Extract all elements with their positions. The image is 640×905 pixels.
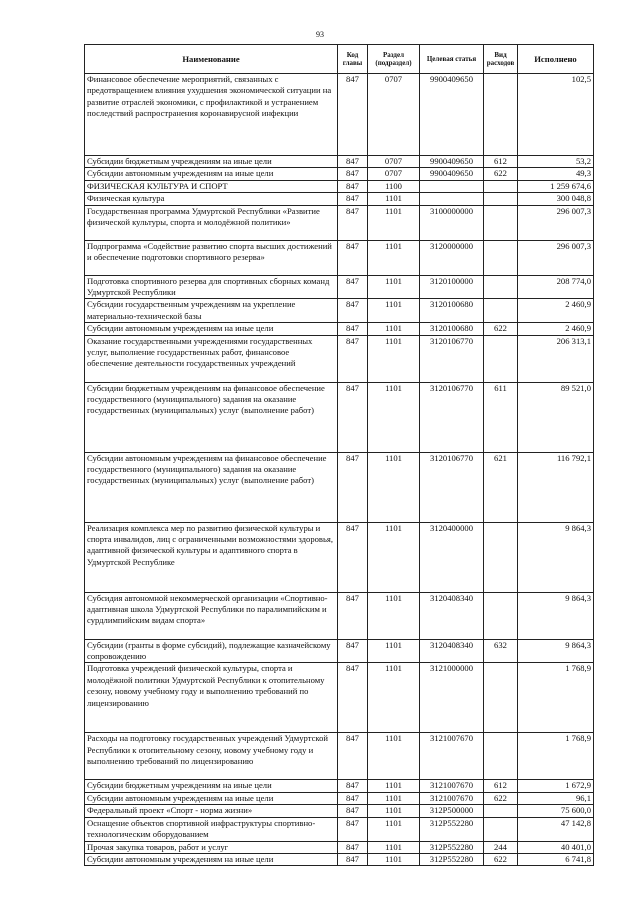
cell-code: 847 bbox=[338, 240, 368, 275]
table-row bbox=[85, 180, 594, 192]
cell-article: 3120100680 bbox=[420, 323, 484, 335]
cell-article: 3120400000 bbox=[420, 522, 484, 592]
cell-expense bbox=[484, 733, 518, 780]
cell-article: 3121000000 bbox=[420, 663, 484, 733]
cell-name: Прочая закупка товаров, работ и услуг bbox=[85, 841, 338, 853]
table-row bbox=[85, 853, 594, 865]
cell-code: 847 bbox=[338, 853, 368, 865]
cell-section: 1101 bbox=[368, 335, 420, 382]
budget-table bbox=[84, 44, 594, 866]
table-row bbox=[85, 193, 594, 205]
header-name: Наименование bbox=[85, 45, 338, 74]
cell-section: 1101 bbox=[368, 299, 420, 323]
cell-name: Подпрограмма «Содействие развитию спорта высших достижений и обеспечение подготовки спортивного резерва» bbox=[85, 240, 338, 275]
cell-expense bbox=[484, 205, 518, 240]
cell-executed: 1 259 674,6 bbox=[518, 180, 594, 192]
table-row bbox=[85, 156, 594, 168]
table-row bbox=[85, 592, 594, 639]
cell-article: 3120100000 bbox=[420, 275, 484, 299]
cell-expense bbox=[484, 193, 518, 205]
cell-name: Субсидии (гранты в форме субсидий), подлежащие казначейскому сопровождению bbox=[85, 639, 338, 663]
cell-code: 847 bbox=[338, 180, 368, 192]
header-row bbox=[85, 45, 594, 74]
cell-expense bbox=[484, 74, 518, 156]
cell-section: 1101 bbox=[368, 841, 420, 853]
cell-expense bbox=[484, 240, 518, 275]
cell-expense bbox=[484, 663, 518, 733]
cell-expense: 621 bbox=[484, 452, 518, 522]
cell-name: Субсидии государственным учреждениям на укрепление материально-технической базы bbox=[85, 299, 338, 323]
cell-code: 847 bbox=[338, 156, 368, 168]
cell-name: Подготовка учреждений физической культуры, спорта и молодёжной политики Удмуртской Республики к отопительному сезону, новому учебному году и выполнению требований по лицензированию bbox=[85, 663, 338, 733]
cell-section: 1101 bbox=[368, 240, 420, 275]
cell-section: 1101 bbox=[368, 275, 420, 299]
cell-executed: 40 401,0 bbox=[518, 841, 594, 853]
cell-executed: 116 792,1 bbox=[518, 452, 594, 522]
cell-article: 9900409650 bbox=[420, 74, 484, 156]
cell-section: 1101 bbox=[368, 817, 420, 841]
cell-name: Финансовое обеспечение мероприятий, связанных с предотвращением влияния ухудшения экономической ситуации на развитие отраслей экономики, с профилактикой и устранением последствий распространения коронавирусной инфекции bbox=[85, 74, 338, 156]
cell-executed: 49,3 bbox=[518, 168, 594, 180]
table-row bbox=[85, 74, 594, 156]
cell-article: 9900409650 bbox=[420, 156, 484, 168]
cell-section: 1101 bbox=[368, 639, 420, 663]
cell-article: 9900409650 bbox=[420, 168, 484, 180]
cell-executed: 300 048,8 bbox=[518, 193, 594, 205]
header-executed: Исполнено bbox=[518, 45, 594, 74]
cell-name: Субсидии автономным учреждениям на иные цели bbox=[85, 323, 338, 335]
cell-article: 3121007670 bbox=[420, 780, 484, 792]
cell-executed: 208 774,0 bbox=[518, 275, 594, 299]
cell-expense bbox=[484, 180, 518, 192]
header-code: Код главы bbox=[338, 45, 368, 74]
cell-section: 1101 bbox=[368, 792, 420, 804]
cell-executed: 296 007,3 bbox=[518, 205, 594, 240]
cell-section: 1101 bbox=[368, 193, 420, 205]
cell-article: 3120106770 bbox=[420, 382, 484, 452]
table-row bbox=[85, 168, 594, 180]
cell-code: 847 bbox=[338, 74, 368, 156]
cell-code: 847 bbox=[338, 780, 368, 792]
table-row bbox=[85, 733, 594, 780]
table-row bbox=[85, 792, 594, 804]
cell-section: 1100 bbox=[368, 180, 420, 192]
table-row bbox=[85, 522, 594, 592]
cell-executed: 206 313,1 bbox=[518, 335, 594, 382]
cell-expense bbox=[484, 592, 518, 639]
cell-name: Оснащение объектов спортивной инфраструктуры спортивно-технологическим оборудованием bbox=[85, 817, 338, 841]
cell-code: 847 bbox=[338, 452, 368, 522]
cell-code: 847 bbox=[338, 299, 368, 323]
cell-name: Субсидия автономной некоммерческой организации «Спортивно-адаптивная школа Удмуртской Республики по паралимпийским и сурдлимпийским видам спорта» bbox=[85, 592, 338, 639]
cell-section: 1101 bbox=[368, 382, 420, 452]
cell-code: 847 bbox=[338, 275, 368, 299]
table-row bbox=[85, 299, 594, 323]
table-row bbox=[85, 240, 594, 275]
cell-article: 3120408340 bbox=[420, 639, 484, 663]
cell-name: Расходы на подготовку государственных учреждений Удмуртской Республики к отопительному сезону, новому учебному году и выполнению требований по лицензированию bbox=[85, 733, 338, 780]
cell-code: 847 bbox=[338, 792, 368, 804]
cell-code: 847 bbox=[338, 168, 368, 180]
page-number: 93 bbox=[316, 30, 324, 39]
cell-executed: 9 864,3 bbox=[518, 639, 594, 663]
cell-section: 1101 bbox=[368, 205, 420, 240]
cell-code: 847 bbox=[338, 817, 368, 841]
cell-article: 312P500000 bbox=[420, 805, 484, 817]
cell-name: Субсидии автономным учреждениям на иные цели bbox=[85, 853, 338, 865]
cell-article: 3120106770 bbox=[420, 452, 484, 522]
cell-section: 1101 bbox=[368, 452, 420, 522]
cell-expense: 612 bbox=[484, 156, 518, 168]
cell-article: 3121007670 bbox=[420, 792, 484, 804]
table-row bbox=[85, 805, 594, 817]
cell-section: 1101 bbox=[368, 323, 420, 335]
cell-section: 1101 bbox=[368, 733, 420, 780]
cell-name: Субсидии автономным учреждениям на иные цели bbox=[85, 168, 338, 180]
cell-code: 847 bbox=[338, 335, 368, 382]
cell-expense bbox=[484, 335, 518, 382]
cell-article bbox=[420, 193, 484, 205]
table-row bbox=[85, 841, 594, 853]
cell-expense: 622 bbox=[484, 168, 518, 180]
cell-name: Субсидии бюджетным учреждениям на финансовое обеспечение государственного (муниципального) задания на оказание государственных (муниципальных) услуг (выполнение работ) bbox=[85, 382, 338, 452]
cell-name: Субсидии автономным учреждениям на финансовое обеспечение государственного (муниципального) задания на оказание государственных (муниципальных) услуг (выполнение работ) bbox=[85, 452, 338, 522]
cell-article: 3120106770 bbox=[420, 335, 484, 382]
cell-name: Субсидии бюджетным учреждениям на иные цели bbox=[85, 780, 338, 792]
cell-executed: 9 864,3 bbox=[518, 522, 594, 592]
table-row bbox=[85, 275, 594, 299]
cell-name: Подготовка спортивного резерва для спортивных сборных команд Удмуртской Республики bbox=[85, 275, 338, 299]
cell-executed: 6 741,8 bbox=[518, 853, 594, 865]
cell-executed: 9 864,3 bbox=[518, 592, 594, 639]
cell-article: 3120408340 bbox=[420, 592, 484, 639]
cell-article: 312P552280 bbox=[420, 853, 484, 865]
cell-executed: 96,1 bbox=[518, 792, 594, 804]
cell-section: 1101 bbox=[368, 522, 420, 592]
header-expense: Вид расходов bbox=[484, 45, 518, 74]
table-row bbox=[85, 780, 594, 792]
cell-section: 0707 bbox=[368, 74, 420, 156]
cell-expense: 622 bbox=[484, 853, 518, 865]
cell-article: 3120000000 bbox=[420, 240, 484, 275]
table-row bbox=[85, 323, 594, 335]
cell-name: Государственная программа Удмуртской Республики «Развитие физической культуры, спорта и молодёжной политики» bbox=[85, 205, 338, 240]
cell-code: 847 bbox=[338, 382, 368, 452]
cell-code: 847 bbox=[338, 323, 368, 335]
cell-executed: 53,2 bbox=[518, 156, 594, 168]
cell-expense: 622 bbox=[484, 323, 518, 335]
cell-expense bbox=[484, 805, 518, 817]
cell-name: Федеральный проект «Спорт - норма жизни» bbox=[85, 805, 338, 817]
cell-code: 847 bbox=[338, 841, 368, 853]
table-body bbox=[85, 74, 594, 866]
cell-expense bbox=[484, 299, 518, 323]
cell-article: 3100000000 bbox=[420, 205, 484, 240]
table-row bbox=[85, 382, 594, 452]
cell-executed: 1 768,9 bbox=[518, 733, 594, 780]
cell-code: 847 bbox=[338, 205, 368, 240]
cell-expense: 632 bbox=[484, 639, 518, 663]
cell-name: Физическая культура bbox=[85, 193, 338, 205]
cell-name: ФИЗИЧЕСКАЯ КУЛЬТУРА И СПОРТ bbox=[85, 180, 338, 192]
cell-executed: 1 672,9 bbox=[518, 780, 594, 792]
cell-section: 1101 bbox=[368, 853, 420, 865]
cell-section: 1101 bbox=[368, 663, 420, 733]
cell-name: Реализация комплекса мер по развитию физической культуры и спорта инвалидов, лиц с ограниченными возможностями здоровья, адаптивной физической культуры и адаптивного спорта в Удмуртской Республике bbox=[85, 522, 338, 592]
cell-executed: 89 521,0 bbox=[518, 382, 594, 452]
cell-code: 847 bbox=[338, 592, 368, 639]
cell-section: 0707 bbox=[368, 168, 420, 180]
cell-expense: 244 bbox=[484, 841, 518, 853]
cell-name: Субсидии бюджетным учреждениям на иные цели bbox=[85, 156, 338, 168]
cell-section: 0707 bbox=[368, 156, 420, 168]
table-row bbox=[85, 452, 594, 522]
cell-name: Субсидии автономным учреждениям на иные цели bbox=[85, 792, 338, 804]
cell-section: 1101 bbox=[368, 780, 420, 792]
cell-code: 847 bbox=[338, 522, 368, 592]
cell-expense bbox=[484, 522, 518, 592]
cell-expense: 611 bbox=[484, 382, 518, 452]
table-row bbox=[85, 663, 594, 733]
cell-name: Оказание государственными учреждениями государственных услуг, выполнение государственных работ, финансовое обеспечение деятельности государственных учреждений bbox=[85, 335, 338, 382]
header-article: Целевая статья bbox=[420, 45, 484, 74]
cell-executed: 75 600,0 bbox=[518, 805, 594, 817]
cell-article: 312P552280 bbox=[420, 841, 484, 853]
cell-executed: 1 768,9 bbox=[518, 663, 594, 733]
header-section: Раздел (подраздел) bbox=[368, 45, 420, 74]
cell-executed: 102,5 bbox=[518, 74, 594, 156]
cell-executed: 296 007,3 bbox=[518, 240, 594, 275]
cell-executed: 2 460,9 bbox=[518, 299, 594, 323]
table-row bbox=[85, 639, 594, 663]
cell-article: 3121007670 bbox=[420, 733, 484, 780]
cell-code: 847 bbox=[338, 733, 368, 780]
cell-code: 847 bbox=[338, 193, 368, 205]
table-row bbox=[85, 205, 594, 240]
cell-code: 847 bbox=[338, 805, 368, 817]
table-row bbox=[85, 817, 594, 841]
table-row bbox=[85, 335, 594, 382]
cell-code: 847 bbox=[338, 663, 368, 733]
cell-executed: 47 142,8 bbox=[518, 817, 594, 841]
cell-expense: 622 bbox=[484, 792, 518, 804]
cell-code: 847 bbox=[338, 639, 368, 663]
cell-section: 1101 bbox=[368, 805, 420, 817]
cell-expense: 612 bbox=[484, 780, 518, 792]
cell-article bbox=[420, 180, 484, 192]
cell-expense bbox=[484, 275, 518, 299]
cell-article: 312P552280 bbox=[420, 817, 484, 841]
cell-expense bbox=[484, 817, 518, 841]
cell-executed: 2 460,9 bbox=[518, 323, 594, 335]
cell-article: 3120100680 bbox=[420, 299, 484, 323]
cell-section: 1101 bbox=[368, 592, 420, 639]
